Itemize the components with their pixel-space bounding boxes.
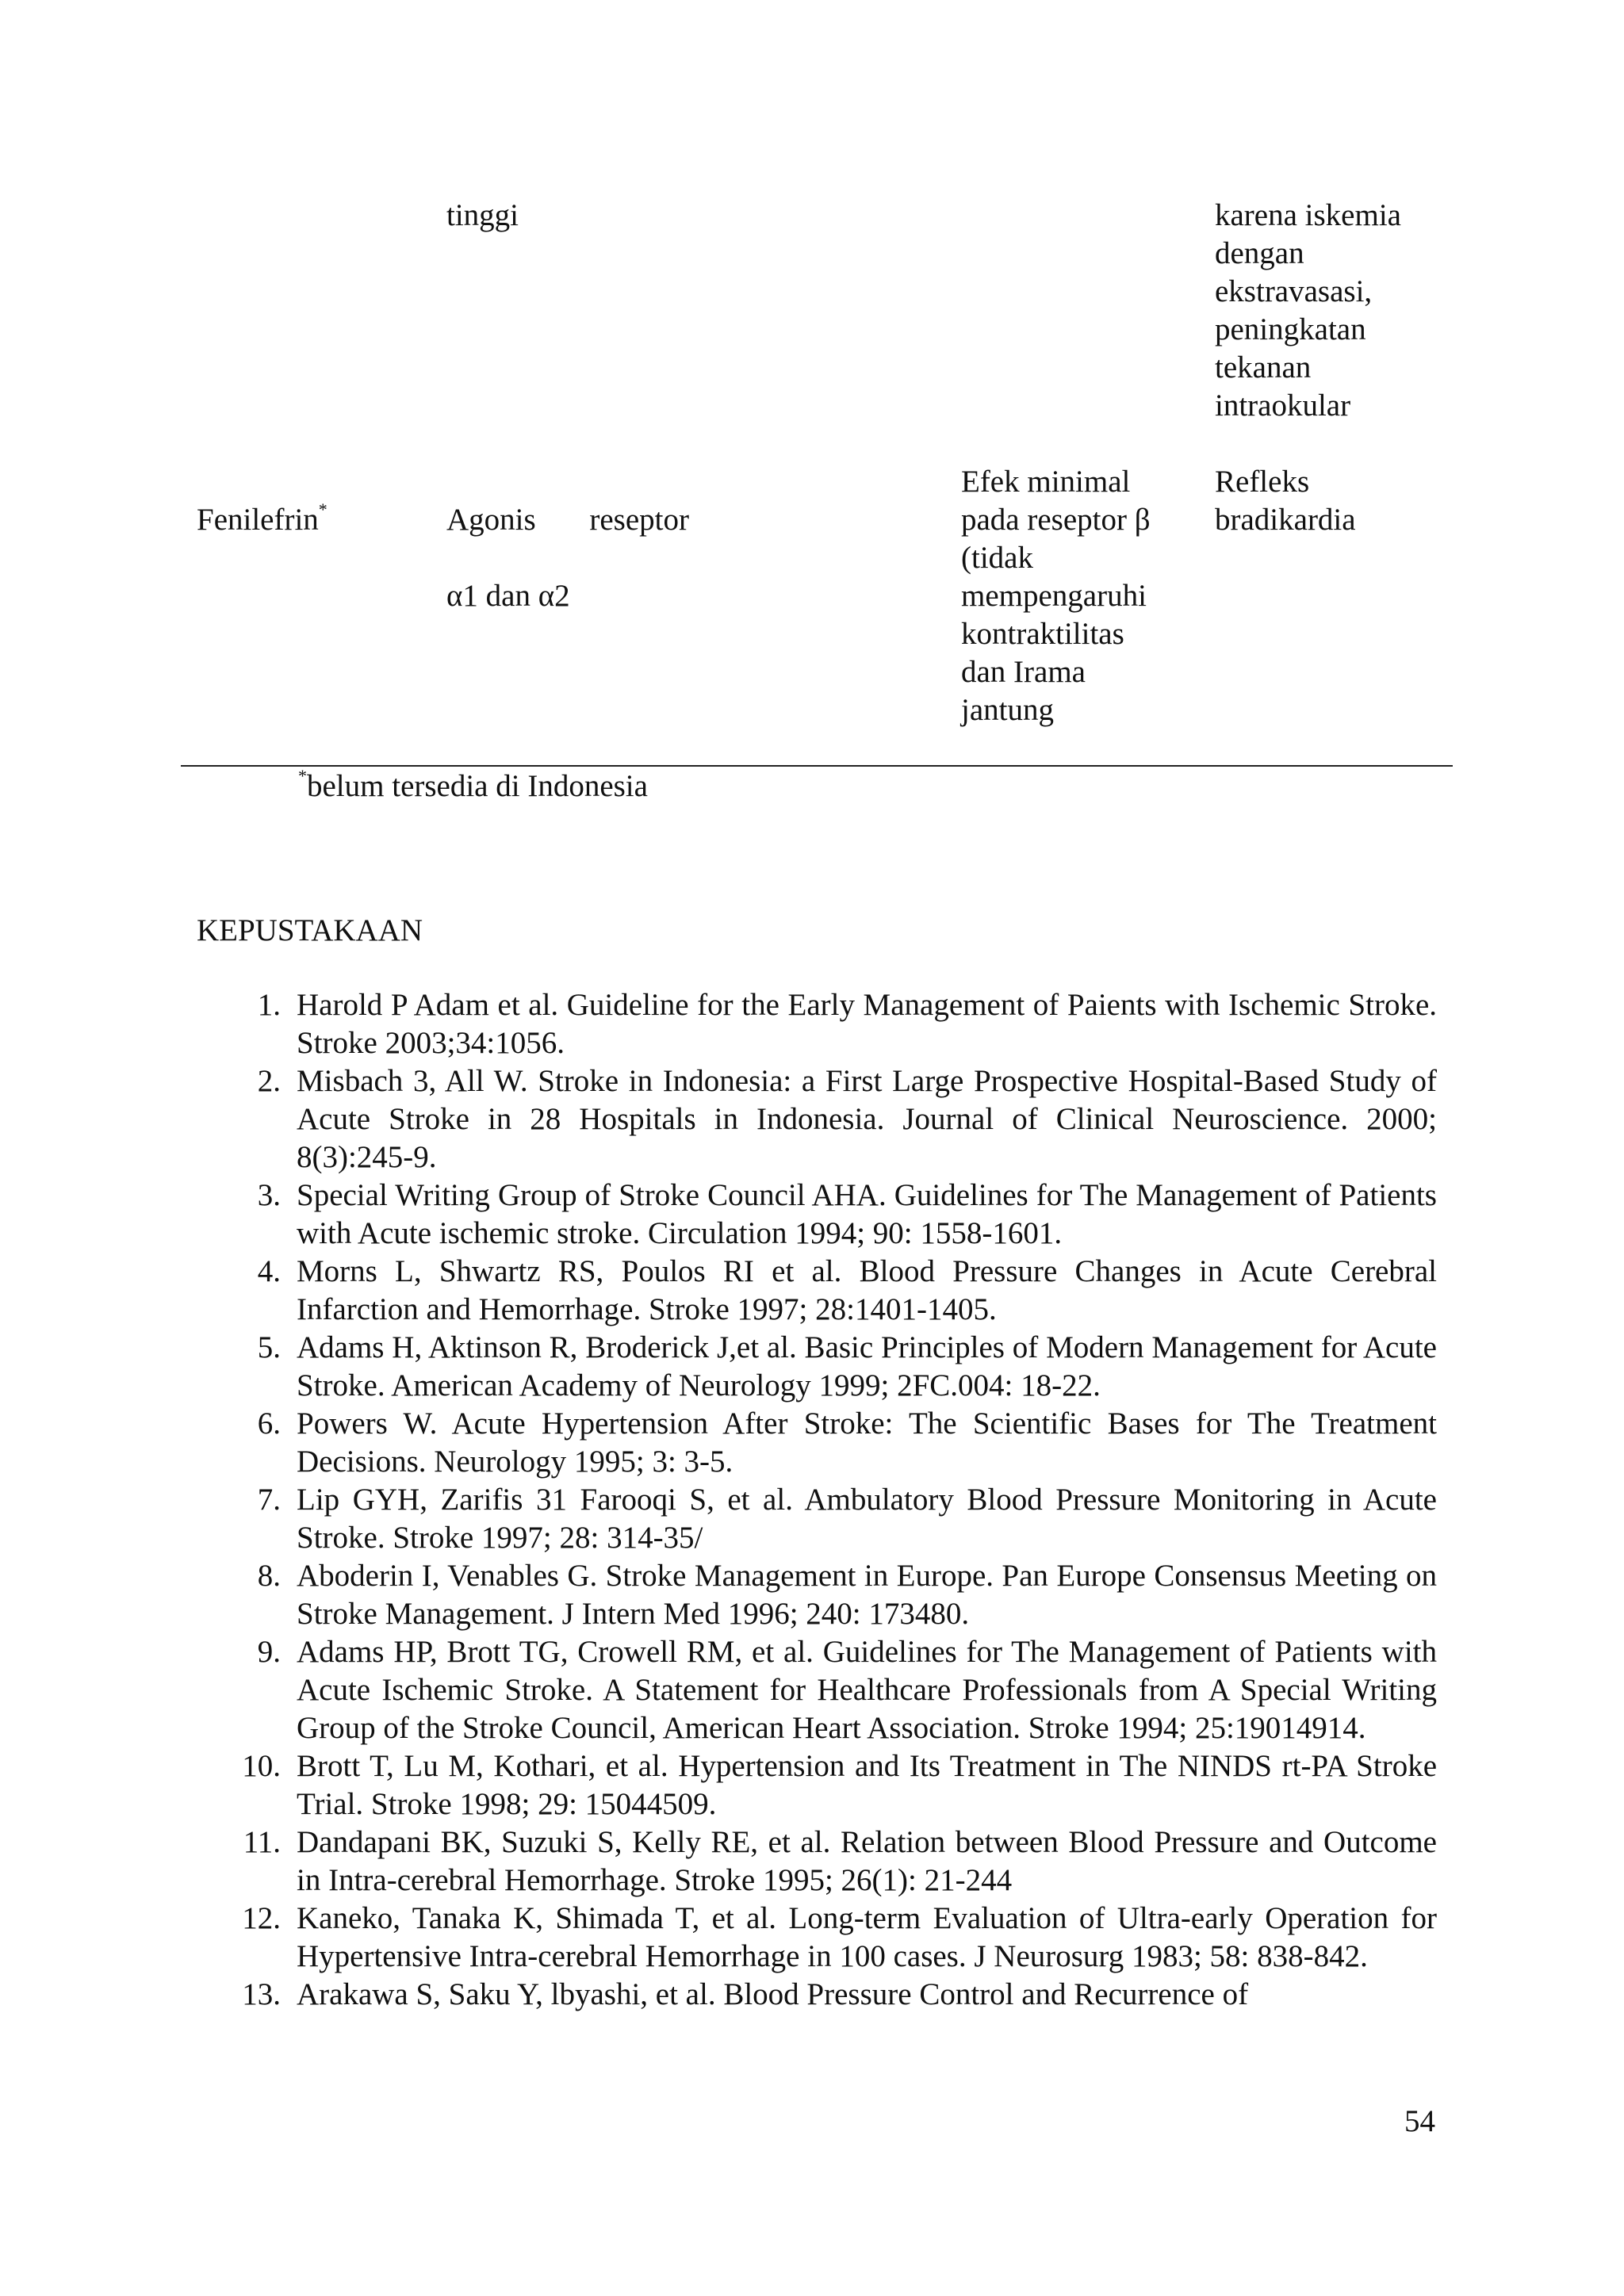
- table-cell-mechanism-fenilefrin: [446, 463, 689, 653]
- reference-number: 4.: [257, 1254, 281, 1288]
- reference-text: Adams HP, Brott TG, Crowell RM, et al. Guidelines for The Management of Patients with Acute Ischemic Stroke. A Statement for Healthcare Professionals from A Special Writing Group of the Stroke Council, American Heart Association. Stroke 1994; 25:19014914.: [297, 1635, 1437, 1745]
- reference-text: Kaneko, Tanaka K, Shimada T, et al. Long-term Evaluation of Ultra-early Operation for Hypertensive Intra-cerebral Hemorrhage in 100 cases. J Neurosurg 1983; 58: 838-842.: [297, 1901, 1437, 1973]
- reference-number: 3.: [257, 1178, 281, 1212]
- reference-number: 7.: [257, 1483, 281, 1517]
- reference-item: [197, 1253, 1437, 1329]
- drug-name: Fenilefrin: [197, 503, 319, 537]
- table-bottom-rule: [181, 765, 1453, 767]
- mechanism-line-1: Agonis reseptor: [446, 503, 689, 537]
- reference-text: Harold P Adam et al. Guideline for the Early Management of Paients with Ischemic Stroke. Stroke 2003;34:1056.: [297, 988, 1437, 1060]
- table-cell-mechanism-top: tinggi: [446, 198, 519, 232]
- reference-text: Morns L, Shwartz RS, Poulos RI et al. Blood Pressure Changes in Acute Cerebral Infarction and Hemorrhage. Stroke 1997; 28:1401-1405.: [297, 1254, 1437, 1326]
- reference-number: 6.: [257, 1406, 281, 1441]
- reference-item: [197, 1481, 1437, 1557]
- reference-item: [197, 1177, 1437, 1253]
- reference-item: [197, 1747, 1437, 1823]
- reference-list: [197, 986, 1437, 2014]
- reference-number: 11.: [243, 1825, 281, 1859]
- reference-item: [197, 986, 1437, 1062]
- reference-item: [197, 1062, 1437, 1177]
- reference-number: 12.: [242, 1901, 281, 1935]
- reference-number: 9.: [257, 1635, 281, 1669]
- reference-number: 10.: [242, 1749, 281, 1783]
- reference-item: [197, 1823, 1437, 1900]
- footnote-marker: *: [298, 766, 307, 786]
- footnote-text: belum tersedia di Indonesia: [307, 769, 648, 803]
- reference-number: 8.: [257, 1559, 281, 1593]
- reference-text: Arakawa S, Saku Y, lbyashi, et al. Blood Pressure Control and Recurrence of: [297, 1977, 1249, 2011]
- reference-text: Aboderin I, Venables G. Stroke Management in Europe. Pan Europe Consensus Meeting on Stroke Management. J Intern Med 1996; 240: 173480.: [297, 1559, 1437, 1631]
- reference-text: Misbach 3, All W. Stroke in Indonesia: a First Large Prospective Hospital-Based Study of Acute Stroke in 28 Hospitals in Indonesia. Journal of Clinical Neuroscience. 2000; 8(3):245-9.: [297, 1064, 1437, 1174]
- reference-number: 5.: [257, 1330, 281, 1364]
- reference-text: Special Writing Group of Stroke Council AHA. Guidelines for The Management of Patients with Acute ischemic stroke. Circulation 1994; 90: 1558-1601.: [297, 1178, 1437, 1250]
- reference-number: 2.: [257, 1064, 281, 1098]
- reference-item: [197, 1976, 1437, 2014]
- drug-footnote-marker: *: [318, 499, 327, 519]
- reference-text: Lip GYH, Zarifis 31 Farooqi S, et al. Ambulatory Blood Pressure Monitoring in Acute Stroke. Stroke 1997; 28: 314-35/: [297, 1483, 1437, 1555]
- reference-text: Adams H, Aktinson R, Broderick J,et al. Basic Principles of Modern Management for Acute Stroke. American Academy of Neurology 1999; 2FC.004: 18-22.: [297, 1330, 1437, 1402]
- table-cell-side-effects-fenilefrin: Refleks bradikardia: [1215, 465, 1356, 537]
- page-number: 54: [1404, 2104, 1435, 2138]
- reference-text: Powers W. Acute Hypertension After Stroke: The Scientific Bases for The Treatment Decisions. Neurology 1995; 3: 3-5.: [297, 1406, 1437, 1479]
- reference-number: 13.: [242, 1977, 281, 2011]
- reference-item: [197, 1557, 1437, 1633]
- reference-text: Dandapani BK, Suzuki S, Kelly RE, et al. Relation between Blood Pressure and Outcome in Intra-cerebral Hemorrhage. Stroke 1995; 26(1): 21-244: [297, 1825, 1437, 1897]
- table-cell-effect-fenilefrin: Efek minimal pada reseptor β (tidak mempengaruhi kontraktilitas dan Irama jantung: [961, 465, 1151, 727]
- reference-item: [197, 1633, 1437, 1747]
- reference-item: [197, 1405, 1437, 1481]
- references-heading: KEPUSTAKAAN: [197, 913, 423, 947]
- table-cell-drug-fenilefrin: [197, 463, 327, 539]
- mechanism-line-2: α1 dan α2: [446, 579, 570, 613]
- table-footnote: [298, 767, 648, 806]
- reference-item: [197, 1900, 1437, 1976]
- reference-number: 1.: [257, 988, 281, 1022]
- reference-text: Brott T, Lu M, Kothari, et al. Hypertension and Its Treatment in The NINDS rt-PA Stroke Trial. Stroke 1998; 29: 15044509.: [297, 1749, 1437, 1821]
- reference-item: [197, 1329, 1437, 1405]
- table-cell-side-effects-top: karena iskemia dengan ekstravasasi, peningkatan tekanan intraokular: [1215, 198, 1401, 423]
